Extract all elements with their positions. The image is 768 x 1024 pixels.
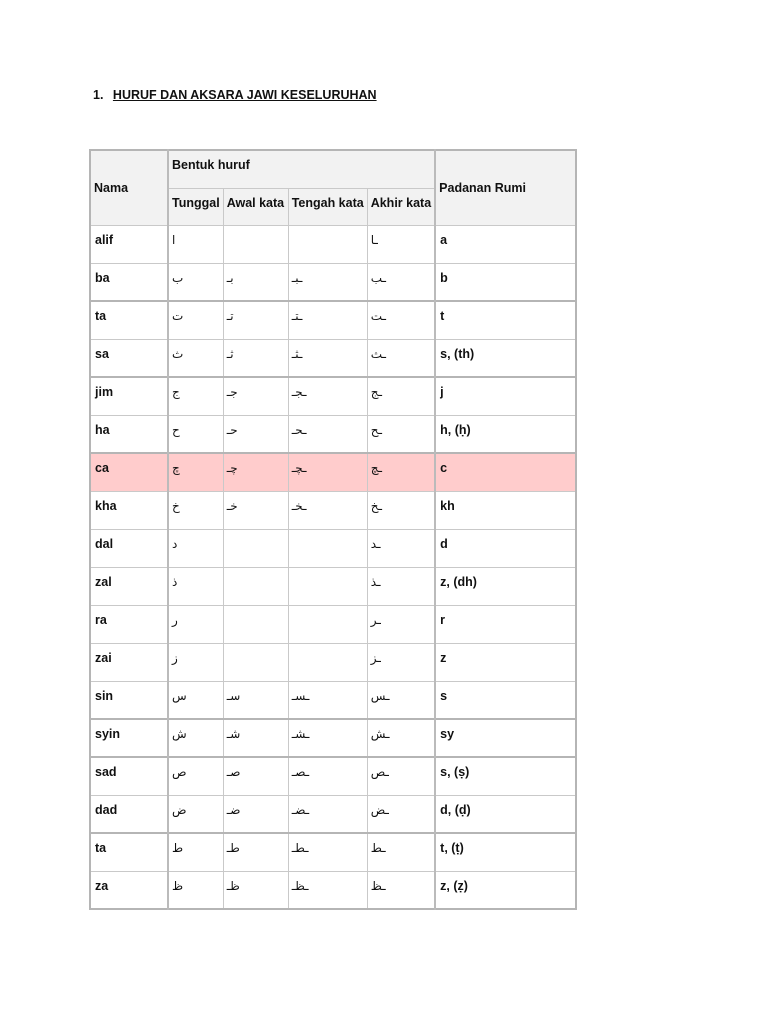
cell-tengah-kata: ـثـ bbox=[288, 339, 367, 377]
cell-nama: dal bbox=[90, 529, 168, 567]
cell-tunggal: ح bbox=[168, 415, 223, 453]
cell-tunggal: خ bbox=[168, 491, 223, 529]
cell-padanan-rumi: d bbox=[435, 529, 576, 567]
cell-akhir-kata: ـش bbox=[367, 719, 435, 757]
cell-tunggal: ش bbox=[168, 719, 223, 757]
cell-awal-kata bbox=[223, 529, 288, 567]
cell-awal-kata: سـ bbox=[223, 681, 288, 719]
cell-padanan-rumi: z bbox=[435, 643, 576, 681]
cell-akhir-kata: ـب bbox=[367, 263, 435, 301]
cell-tunggal: ط bbox=[168, 833, 223, 871]
cell-tengah-kata: ـظـ bbox=[288, 871, 367, 909]
cell-akhir-kata: ـص bbox=[367, 757, 435, 795]
cell-nama: dad bbox=[90, 795, 168, 833]
table-row bbox=[90, 339, 576, 377]
cell-nama: alif bbox=[90, 225, 168, 263]
cell-tunggal: ب bbox=[168, 263, 223, 301]
table-row bbox=[90, 719, 576, 757]
cell-akhir-kata: ـا bbox=[367, 225, 435, 263]
cell-tengah-kata: ـتـ bbox=[288, 301, 367, 339]
cell-tunggal: ص bbox=[168, 757, 223, 795]
cell-nama: sad bbox=[90, 757, 168, 795]
cell-awal-kata: تـ bbox=[223, 301, 288, 339]
cell-akhir-kata: ـز bbox=[367, 643, 435, 681]
cell-tunggal: د bbox=[168, 529, 223, 567]
cell-akhir-kata: ـض bbox=[367, 795, 435, 833]
cell-nama: ta bbox=[90, 301, 168, 339]
cell-tunggal: س bbox=[168, 681, 223, 719]
table-row bbox=[90, 453, 576, 491]
cell-awal-kata bbox=[223, 605, 288, 643]
cell-tengah-kata: ـضـ bbox=[288, 795, 367, 833]
header-nama: Nama bbox=[90, 150, 168, 225]
section-heading bbox=[93, 88, 377, 102]
cell-nama: ba bbox=[90, 263, 168, 301]
cell-tengah-kata: ـطـ bbox=[288, 833, 367, 871]
cell-tengah-kata bbox=[288, 567, 367, 605]
table-body bbox=[90, 225, 576, 909]
cell-tunggal: ا bbox=[168, 225, 223, 263]
cell-tunggal: چ bbox=[168, 453, 223, 491]
table-row bbox=[90, 681, 576, 719]
table-row bbox=[90, 225, 576, 263]
cell-padanan-rumi: s, (ṣ) bbox=[435, 757, 576, 795]
table-row bbox=[90, 415, 576, 453]
cell-akhir-kata: ـج bbox=[367, 377, 435, 415]
cell-akhir-kata: ـذ bbox=[367, 567, 435, 605]
cell-tengah-kata: ـصـ bbox=[288, 757, 367, 795]
cell-tunggal: ر bbox=[168, 605, 223, 643]
cell-padanan-rumi: z, (ẓ) bbox=[435, 871, 576, 909]
table-row bbox=[90, 757, 576, 795]
cell-awal-kata: جـ bbox=[223, 377, 288, 415]
cell-nama: ra bbox=[90, 605, 168, 643]
cell-awal-kata: ظـ bbox=[223, 871, 288, 909]
cell-akhir-kata: ـث bbox=[367, 339, 435, 377]
header-awal-kata: Awal kata bbox=[223, 188, 288, 225]
cell-akhir-kata: ـد bbox=[367, 529, 435, 567]
table-row bbox=[90, 529, 576, 567]
cell-tengah-kata: ـچـ bbox=[288, 453, 367, 491]
cell-padanan-rumi: z, (dh) bbox=[435, 567, 576, 605]
cell-padanan-rumi: c bbox=[435, 453, 576, 491]
cell-awal-kata bbox=[223, 567, 288, 605]
cell-padanan-rumi: b bbox=[435, 263, 576, 301]
cell-padanan-rumi: d, (ḍ) bbox=[435, 795, 576, 833]
cell-tengah-kata: ـبـ bbox=[288, 263, 367, 301]
cell-akhir-kata: ـخ bbox=[367, 491, 435, 529]
header-akhir-kata: Akhir kata bbox=[367, 188, 435, 225]
cell-tengah-kata bbox=[288, 225, 367, 263]
cell-akhir-kata: ـح bbox=[367, 415, 435, 453]
cell-padanan-rumi: j bbox=[435, 377, 576, 415]
header-tunggal: Tunggal bbox=[168, 188, 223, 225]
header-padanan-rumi: Padanan Rumi bbox=[435, 150, 576, 225]
cell-padanan-rumi: h, (ḥ) bbox=[435, 415, 576, 453]
cell-tunggal: ث bbox=[168, 339, 223, 377]
cell-tengah-kata: ـشـ bbox=[288, 719, 367, 757]
cell-padanan-rumi: t, (ṭ) bbox=[435, 833, 576, 871]
table-row bbox=[90, 263, 576, 301]
cell-tunggal: ظ bbox=[168, 871, 223, 909]
cell-akhir-kata: ـر bbox=[367, 605, 435, 643]
cell-nama: ha bbox=[90, 415, 168, 453]
cell-awal-kata: طـ bbox=[223, 833, 288, 871]
table-row bbox=[90, 871, 576, 909]
cell-awal-kata bbox=[223, 643, 288, 681]
cell-tengah-kata: ـخـ bbox=[288, 491, 367, 529]
table-row bbox=[90, 643, 576, 681]
cell-tunggal: ز bbox=[168, 643, 223, 681]
cell-padanan-rumi: t bbox=[435, 301, 576, 339]
cell-akhir-kata: ـت bbox=[367, 301, 435, 339]
cell-nama: jim bbox=[90, 377, 168, 415]
header-bentuk-huruf: Bentuk huruf bbox=[168, 150, 435, 188]
cell-nama: ta bbox=[90, 833, 168, 871]
table-row bbox=[90, 491, 576, 529]
cell-nama: za bbox=[90, 871, 168, 909]
cell-tengah-kata: ـسـ bbox=[288, 681, 367, 719]
cell-nama: sa bbox=[90, 339, 168, 377]
cell-awal-kata: خـ bbox=[223, 491, 288, 529]
cell-padanan-rumi: a bbox=[435, 225, 576, 263]
cell-akhir-kata: ـط bbox=[367, 833, 435, 871]
cell-padanan-rumi: s bbox=[435, 681, 576, 719]
cell-nama: zai bbox=[90, 643, 168, 681]
table-row bbox=[90, 377, 576, 415]
cell-nama: kha bbox=[90, 491, 168, 529]
table-row bbox=[90, 795, 576, 833]
section-number: 1. bbox=[93, 88, 104, 102]
cell-awal-kata: صـ bbox=[223, 757, 288, 795]
table-row bbox=[90, 301, 576, 339]
cell-tunggal: ت bbox=[168, 301, 223, 339]
table-row bbox=[90, 567, 576, 605]
cell-padanan-rumi: sy bbox=[435, 719, 576, 757]
cell-tengah-kata: ـحـ bbox=[288, 415, 367, 453]
cell-awal-kata: چـ bbox=[223, 453, 288, 491]
cell-nama: zal bbox=[90, 567, 168, 605]
cell-akhir-kata: ـظ bbox=[367, 871, 435, 909]
cell-awal-kata: حـ bbox=[223, 415, 288, 453]
cell-padanan-rumi: r bbox=[435, 605, 576, 643]
cell-tunggal: ذ bbox=[168, 567, 223, 605]
cell-nama: ca bbox=[90, 453, 168, 491]
cell-awal-kata: ثـ bbox=[223, 339, 288, 377]
cell-awal-kata bbox=[223, 225, 288, 263]
cell-tengah-kata bbox=[288, 529, 367, 567]
cell-tunggal: ج bbox=[168, 377, 223, 415]
cell-tengah-kata: ـجـ bbox=[288, 377, 367, 415]
cell-akhir-kata: ـس bbox=[367, 681, 435, 719]
cell-tunggal: ض bbox=[168, 795, 223, 833]
cell-padanan-rumi: kh bbox=[435, 491, 576, 529]
section-title: HURUF DAN AKSARA JAWI KESELURUHAN bbox=[112, 88, 377, 102]
table-row bbox=[90, 833, 576, 871]
table-row bbox=[90, 605, 576, 643]
cell-tengah-kata bbox=[288, 605, 367, 643]
cell-awal-kata: ضـ bbox=[223, 795, 288, 833]
cell-awal-kata: شـ bbox=[223, 719, 288, 757]
cell-awal-kata: بـ bbox=[223, 263, 288, 301]
cell-nama: syin bbox=[90, 719, 168, 757]
cell-nama: sin bbox=[90, 681, 168, 719]
cell-akhir-kata: ـچ bbox=[367, 453, 435, 491]
cell-tengah-kata bbox=[288, 643, 367, 681]
header-tengah-kata: Tengah kata bbox=[288, 188, 367, 225]
cell-padanan-rumi: s, (th) bbox=[435, 339, 576, 377]
jawi-letters-table bbox=[89, 149, 577, 910]
